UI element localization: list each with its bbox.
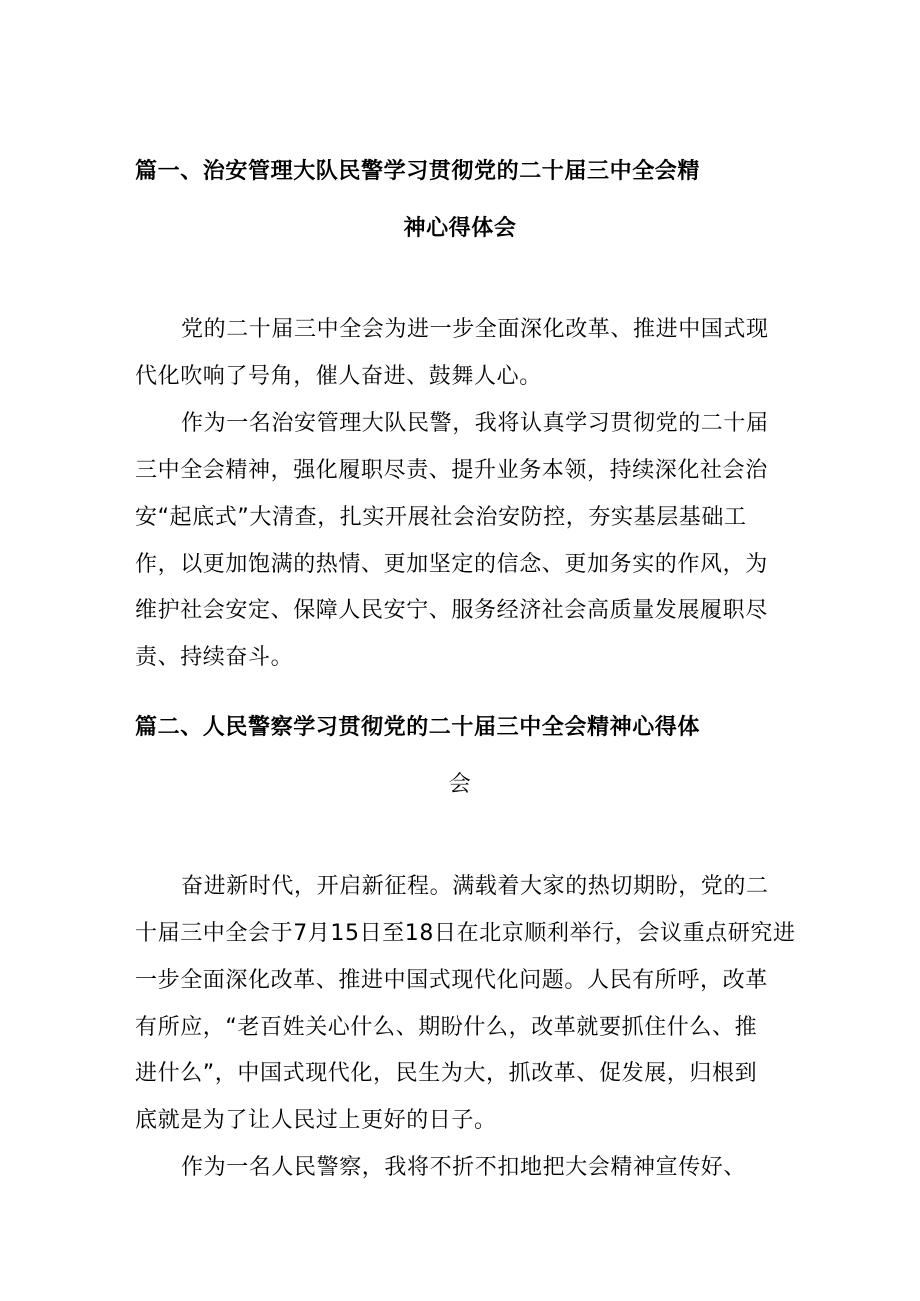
paragraph-line: 三中全会精神，强化履职尽责、提升业务本领，持续深化社会治 xyxy=(135,458,768,483)
section2-title-line2: 会 xyxy=(448,772,472,797)
section1-title-line1: 篇一、治安管理大队民警学习贯彻党的二十届三中全会精 xyxy=(135,159,701,184)
paragraph-line: 奋进新时代，开启新征程。满载着大家的热切期盼，党的二 xyxy=(181,874,769,899)
paragraph-line: 党的二十届三中全会为进一步全面深化改革、推进中国式现 xyxy=(181,317,769,342)
paragraph-line: 作为一名治安管理大队民警，我将认真学习贯彻党的二十届 xyxy=(181,411,769,436)
paragraph-line: 代化吹响了号角，催人奋进、鼓舞人心。 xyxy=(135,364,542,389)
paragraph-line: 底就是为了让人民过上更好的日子。 xyxy=(135,1108,497,1133)
paragraph-line: 进什么”，中国式现代化，民生为大，抓改革、促发展，归根到 xyxy=(135,1061,758,1086)
section2-title-line1: 篇二、人民警察学习贯彻党的二十届三中全会精神心得体 xyxy=(135,715,701,740)
paragraph-line: 安“起底式”大清查，扎实开展社会治安防控，夯实基层基础工 xyxy=(135,505,747,530)
paragraph-line: 十届三中全会于7月15日至18日在北京顺利举行，会议重点研究进 xyxy=(135,921,796,946)
paragraph-line: 维护社会安定、保障人民安宁、服务经济社会高质量发展履职尽 xyxy=(135,598,768,623)
paragraph-line: 作，以更加饱满的热情、更加坚定的信念、更加务实的作风，为 xyxy=(135,552,768,577)
paragraph-line: 责、持续奋斗。 xyxy=(135,645,294,670)
paragraph-line: 一步全面深化改革、推进中国式现代化问题。人民有所呼，改革 xyxy=(135,968,768,993)
paragraph-line: 作为一名人民警察，我将不折不扣地把大会精神宣传好、 xyxy=(181,1155,747,1180)
section1-title-line2: 神心得体会 xyxy=(403,216,517,241)
paragraph-line: 有所应，“老百姓关心什么、期盼什么，改革就要抓住什么、推 xyxy=(135,1015,758,1040)
